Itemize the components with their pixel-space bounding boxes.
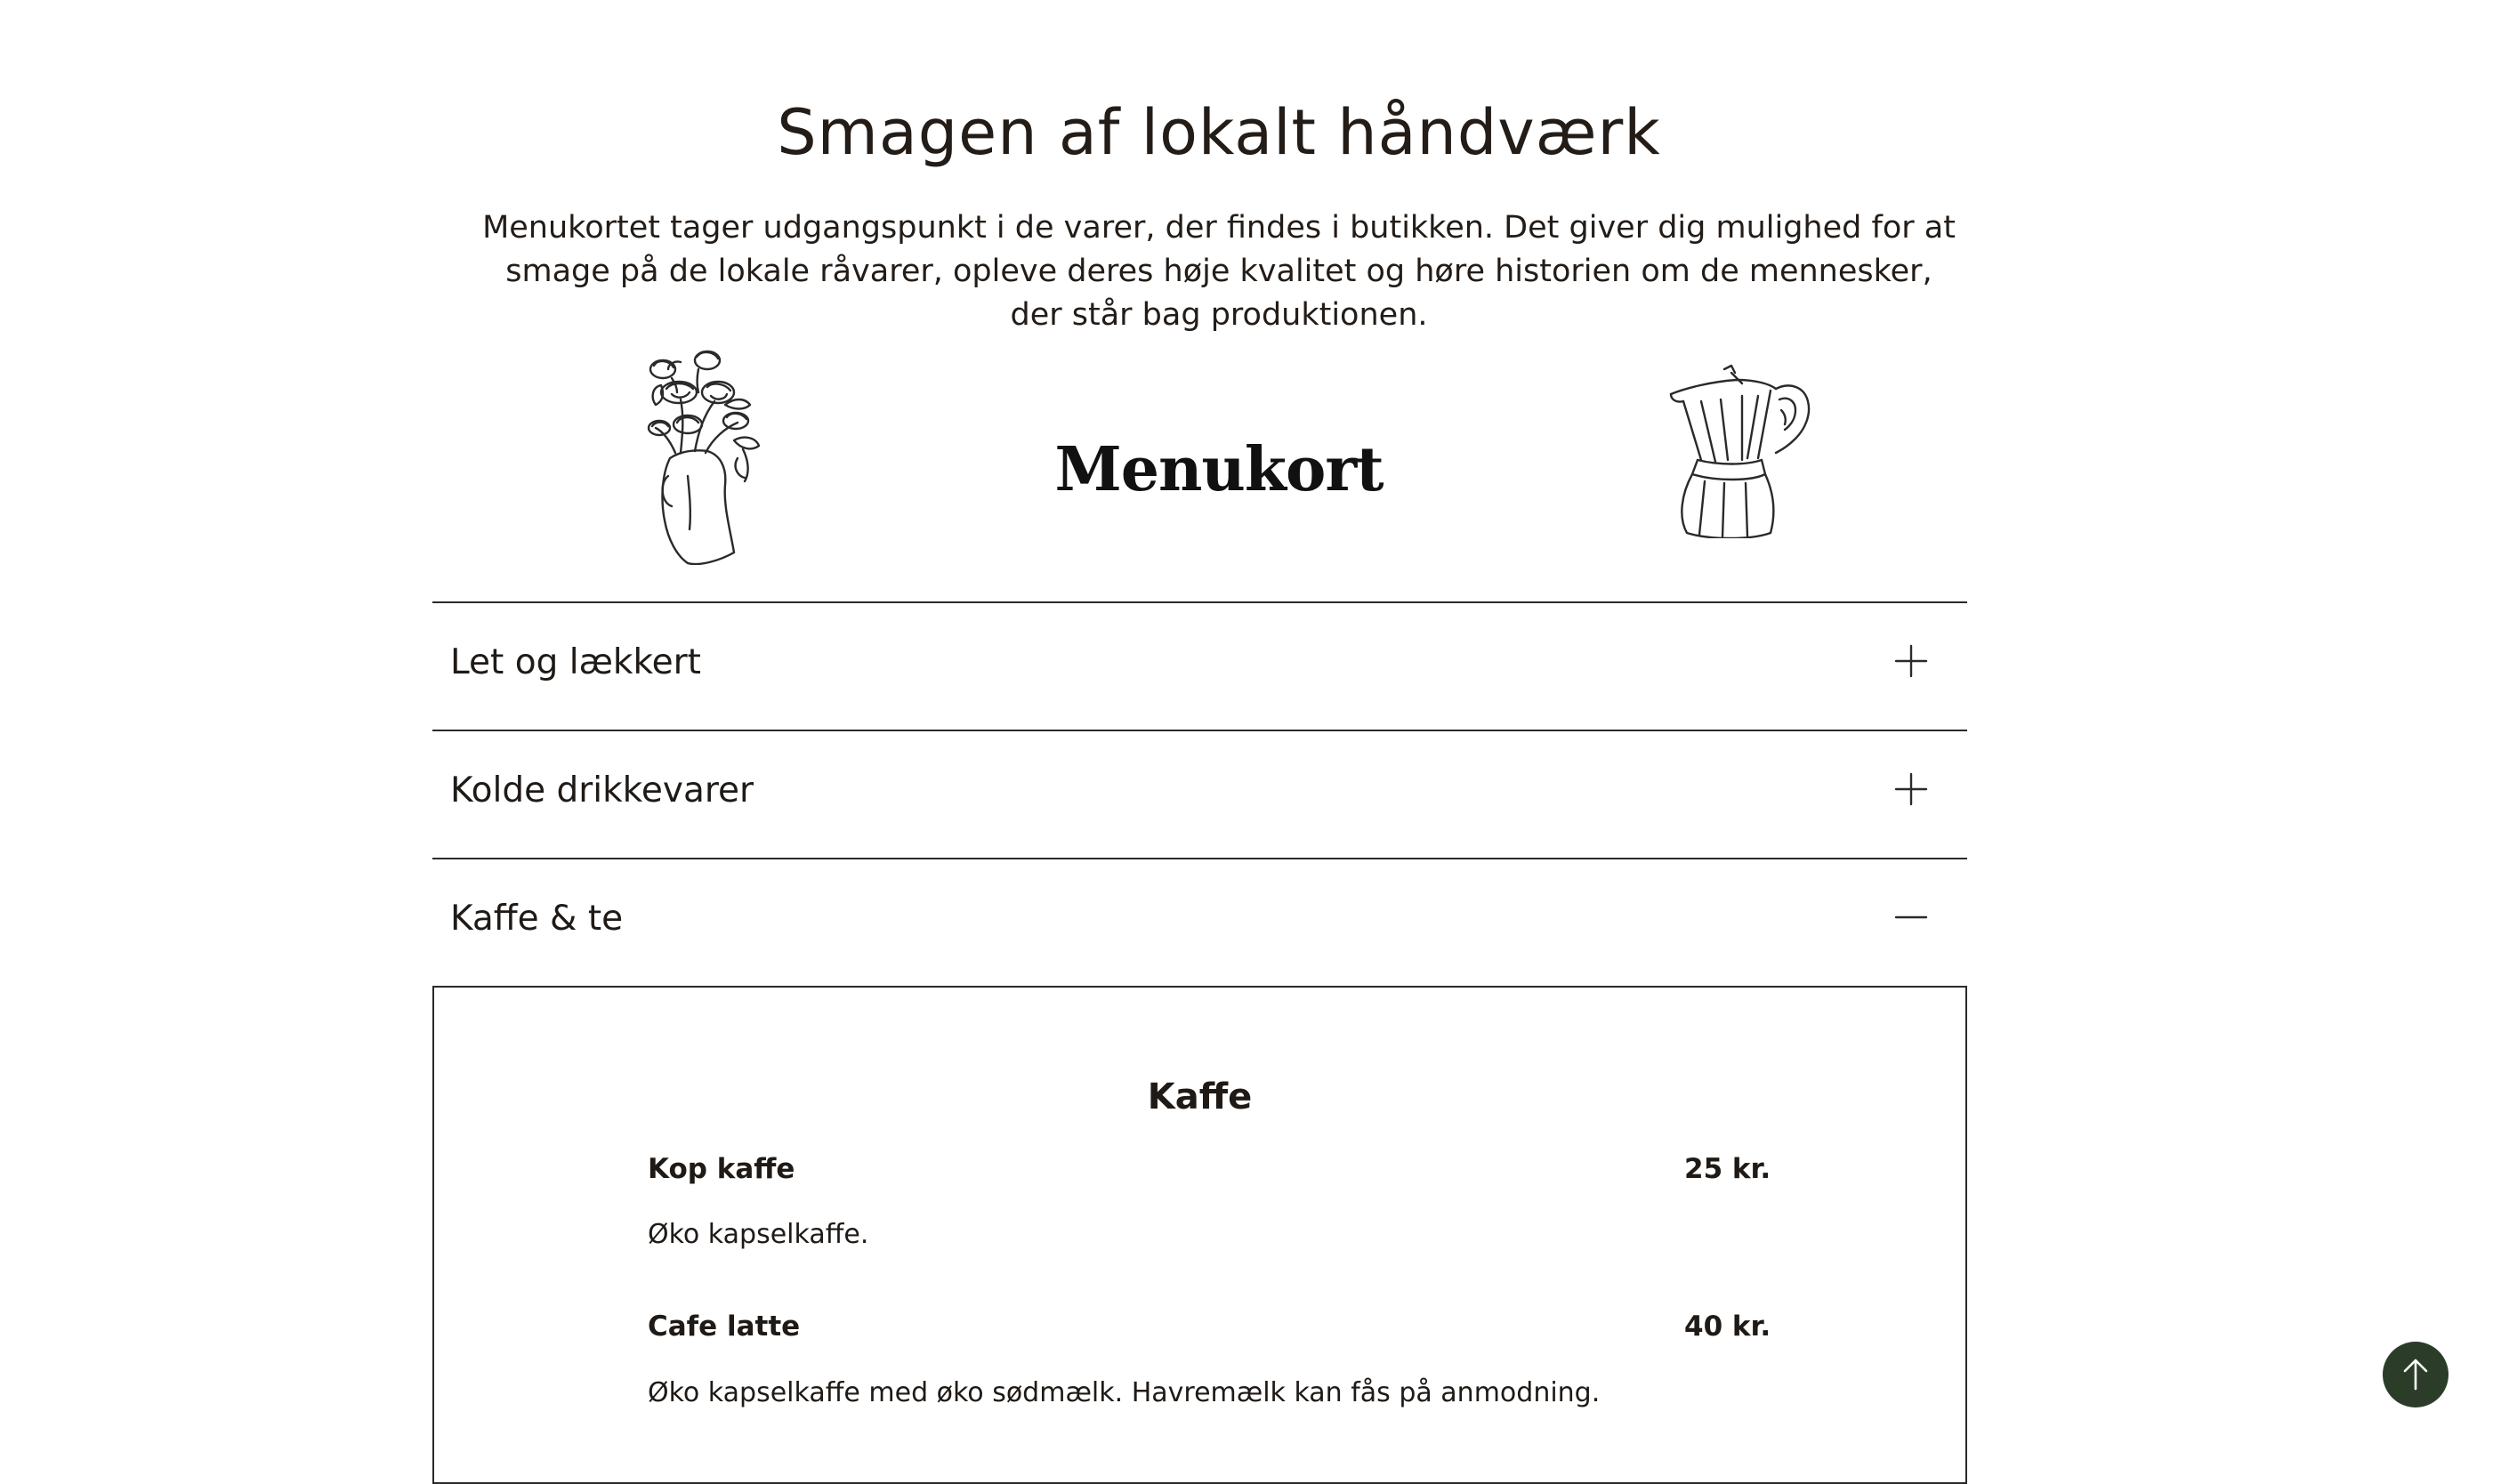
menu-item-name: Cafe latte [648,1311,801,1343]
accordion-panel-kaffe-og-te [432,986,1967,1484]
scroll-to-top-button[interactable] [2383,1342,2448,1407]
accordion-item-kolde-drikkevarer[interactable] [432,730,1967,858]
plus-icon[interactable] [1894,644,1928,678]
menu-accordion [432,601,1967,1484]
menu-item-description: Øko kapselkaffe. [648,1219,869,1250]
accordion-label: Let og lækkert [450,642,701,682]
accordion-item-kaffe-og-te[interactable] [432,858,1967,986]
moka-pot-icon [1666,360,1826,538]
plus-icon[interactable] [1894,772,1928,806]
menu-item-price: 25 kr. [1684,1153,1771,1185]
accordion-label: Kolde drikkevarer [450,770,754,811]
page-title: Smagen af lokalt håndværk [777,96,1661,169]
menu-item-name: Kop kaffe [648,1153,795,1185]
intro-text: Menukortet tager udgangspunkt i de varer, der findes i butikken. Det giver dig mulighed for at smage på de lokale råvarer, opleve deres høje kvalitet og høre historien om de mennesker, der står bag produktionen. [482,210,1956,333]
minus-icon[interactable] [1894,900,1928,934]
accordion-label: Kaffe & te [450,899,624,939]
menu-item-description: Øko kapselkaffe med øko sødmælk. Havremælk kan fås på anmodning. [648,1377,1601,1408]
accordion-item-let-og-laekkert[interactable] [432,601,1967,730]
arrow-up-icon [2400,1357,2432,1392]
menu-item-price: 40 kr. [1684,1311,1771,1343]
menu-heading: Menukort [1054,434,1384,505]
panel-title: Kaffe [1147,1077,1253,1117]
